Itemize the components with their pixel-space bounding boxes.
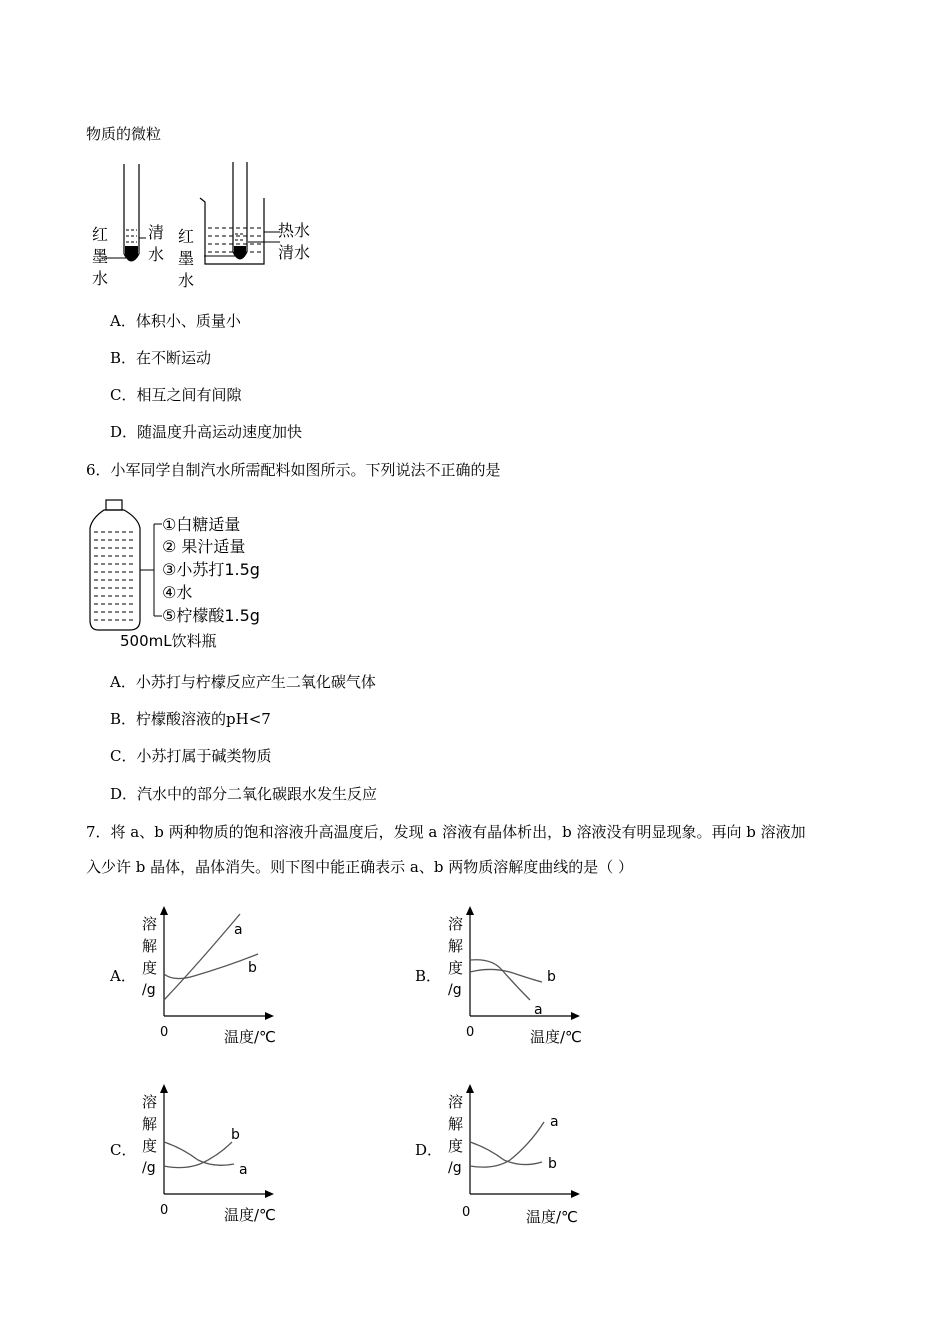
- q7-graph-a-xlabel: 温度/℃: [224, 1028, 276, 1046]
- q7-graph-a-letter: A．: [110, 967, 136, 985]
- q7-graph-c-ylabel-1: 溶: [142, 1093, 158, 1111]
- q6-ingredient-juice: ② 果汁适量: [162, 537, 246, 556]
- q7-graph-b-ylabel-3: 度: [448, 959, 464, 977]
- q7-graph-a-ylabel-4: /g: [142, 982, 156, 998]
- q7-graph-a-label-2: b: [248, 960, 257, 976]
- q7-graph-b: [444, 904, 604, 1052]
- q6-option-d: D．汽水中的部分二氧化碳跟水发生反应: [110, 785, 378, 803]
- q7-graph-c-letter: C．: [110, 1141, 137, 1159]
- q7-graph-c-label-1: b: [231, 1127, 240, 1143]
- q7-graph-b-origin: 0: [466, 1025, 475, 1040]
- q5-right-label-mo: 墨: [178, 249, 195, 268]
- q5-label-clear-water: 清水: [278, 243, 311, 262]
- q7-graph-d-ylabel-3: 度: [448, 1137, 464, 1155]
- q7-graph-d-curve-a: [470, 1122, 544, 1167]
- q5-left-label-shui: 水: [148, 245, 165, 264]
- q7-graph-b-letter: B．: [415, 967, 442, 985]
- q7-stem-line2: 入少许 b 晶体，晶体消失。则下图中能正确表示 a、b 两物质溶解度曲线的是（ ）: [86, 858, 633, 876]
- q7-graph-b-ylabel-2: 解: [448, 937, 464, 955]
- q5-option-b: B．在不断运动: [110, 349, 212, 367]
- q5-stem-tail: 物质的微粒: [86, 125, 162, 143]
- q7-graph-c: [138, 1082, 298, 1230]
- q7-graph-a-curve-a: [164, 914, 240, 1000]
- q5-right-label-hong: 红: [178, 227, 195, 246]
- q7-graph-d-label-2: b: [548, 1156, 557, 1172]
- q7-graph-d-label-1: a: [550, 1114, 559, 1130]
- q7-graph-d-ylabel-4: /g: [448, 1160, 462, 1176]
- q6-stem: 6．小军同学自制汽水所需配料如图所示。下列说法不正确的是: [86, 461, 501, 479]
- q6-ingredient-water: ④水: [162, 583, 193, 602]
- q7-graph-b-ylabel-4: /g: [448, 982, 462, 998]
- q5-right-label-water: 水: [178, 271, 195, 290]
- q7-graph-c-origin: 0: [160, 1203, 169, 1218]
- q7-graph-c-label-2: a: [239, 1162, 248, 1178]
- q5-left-label-water: 水: [92, 269, 109, 288]
- q6-bracket: [140, 524, 162, 616]
- q7-graph-d-origin: 0: [462, 1205, 471, 1220]
- q6-ingredient-sugar: ①白糖适量: [162, 515, 241, 534]
- q6-bottle-caption: 500mL饮料瓶: [120, 632, 217, 650]
- q7-graph-d-ylabel-2: 解: [448, 1115, 464, 1133]
- q7-graph-d-xlabel: 温度/℃: [526, 1208, 578, 1226]
- q7-graph-b-curve-2: [470, 960, 530, 1000]
- q6-option-b: B．柠檬酸溶液的pH<7: [110, 710, 271, 728]
- q7-graph-b-label-2: a: [534, 1002, 543, 1018]
- q5-left-test-tube: [92, 164, 164, 288]
- q6-bottle: [90, 500, 140, 630]
- q5-left-label-mo: 墨: [92, 247, 109, 266]
- q7-graph-b-ylabel-1: 溶: [448, 915, 464, 933]
- q5-option-c: C．相互之间有间隙: [110, 386, 242, 404]
- q7-graph-a-origin: 0: [160, 1025, 169, 1040]
- q5-left-label-hong: 红: [92, 225, 109, 244]
- q6-ingredient-citric-acid: ⑤柠檬酸1.5g: [162, 606, 260, 625]
- q6-ingredient-baking-soda: ③小苏打1.5g: [162, 560, 260, 579]
- q6-bottle-figure: [88, 498, 288, 654]
- q5-option-d: D．随温度升高运动速度加快: [110, 423, 303, 441]
- q7-graph-c-ylabel-3: 度: [142, 1137, 158, 1155]
- q7-graph-a-ylabel-3: 度: [142, 959, 158, 977]
- q7-graph-b-xlabel: 温度/℃: [530, 1028, 582, 1046]
- q7-graph-c-curve-2: [164, 1142, 234, 1165]
- q7-graph-a-label-1: a: [234, 922, 243, 938]
- q7-graph-b-curve-1: [470, 969, 542, 982]
- q7-graph-a: [138, 904, 298, 1052]
- q7-graph-c-ylabel-2: 解: [142, 1115, 158, 1133]
- q7-graph-d: [444, 1082, 604, 1230]
- q5-option-a: A．体积小、质量小: [110, 312, 241, 330]
- q5-left-label-qing: 清: [148, 223, 165, 242]
- q6-option-a: A．小苏打与柠檬反应产生二氧化碳气体: [110, 673, 376, 691]
- q7-graph-d-ylabel-1: 溶: [448, 1093, 464, 1111]
- q7-graph-c-ylabel-4: /g: [142, 1160, 156, 1176]
- q5-diffusion-figure: [88, 158, 328, 292]
- q7-graph-c-xlabel: 温度/℃: [224, 1206, 276, 1224]
- q5-label-hot-water: 热水: [278, 221, 311, 240]
- q7-graph-a-ylabel-2: 解: [142, 937, 158, 955]
- q7-stem-line1: 7．将 a、b 两种物质的饱和溶液升高温度后，发现 a 溶液有晶体析出，b 溶液没有明显现象。再向 b 溶液加: [86, 823, 806, 841]
- q6-option-c: C．小苏打属于碱类物质: [110, 747, 272, 765]
- q7-graph-a-ylabel-1: 溶: [142, 915, 158, 933]
- q7-graph-d-letter: D．: [415, 1141, 443, 1159]
- q7-graph-a-curve-b: [164, 954, 258, 979]
- q5-beaker-setup: [178, 162, 310, 290]
- q7-graph-b-label-1: b: [547, 969, 556, 985]
- q7-graph-d-curve-b: [470, 1142, 542, 1165]
